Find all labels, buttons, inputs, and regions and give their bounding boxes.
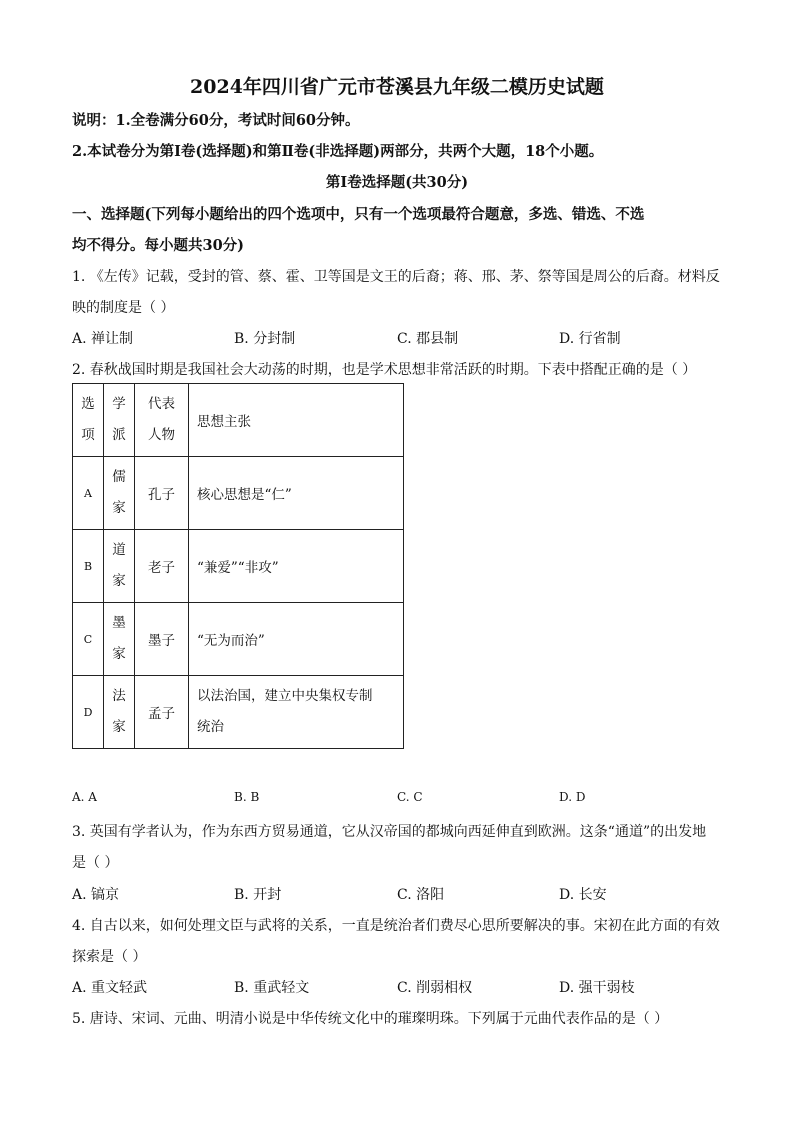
q4-option-d: D. 强干弱枝 — [559, 980, 635, 996]
q3-option-d: D. 长安 — [559, 887, 607, 903]
table-header-row — [73, 384, 404, 457]
q3-stem-line-1: 3. 英国有学者认为，作为东西方贸易通道，它从汉帝国的都城向西延伸直到欧洲。这条“通道”的出发地 — [72, 824, 707, 840]
table-row — [73, 457, 404, 530]
row-idea: “兼爱”“非攻” — [189, 530, 404, 603]
q1-option-d: D. 行省制 — [559, 331, 621, 347]
row-option: C — [73, 603, 104, 676]
q2-table — [72, 383, 404, 749]
q1-option-b: B. 分封制 — [234, 331, 296, 347]
notes-line-2: 2.本试卷分为第Ⅰ卷(选择题)和第Ⅱ卷(非选择题)两部分，共两个大题，18个小题。 — [72, 143, 604, 160]
q4-stem-line-2: 探索是（ ） — [72, 949, 147, 965]
q3-option-b: B. 开封 — [234, 887, 282, 903]
q2-option-d: D. D — [559, 790, 586, 804]
row-person: 老子 — [135, 530, 189, 603]
row-option: D — [73, 676, 104, 749]
row-school: 儒 家 — [104, 457, 135, 530]
q5-stem: 5. 唐诗、宋词、元曲、明清小说是中华传统文化中的璀璨明珠。下列属于元曲代表作品的是（ ） — [72, 1011, 669, 1027]
row-school: 道 家 — [104, 530, 135, 603]
section-title: 第Ⅰ卷选择题(共30分) — [325, 174, 469, 191]
q2-stem: 2. 春秋战国时期是我国社会大动荡的时期，也是学术思想非常活跃的时期。下表中搭配正确的是（ ） — [72, 362, 697, 378]
q1-stem-line-2: 映的制度是（ ） — [72, 300, 175, 316]
header-school: 学 派 — [104, 384, 135, 457]
q1-stem-line-1: 1. 《左传》记载，受封的管、蔡、霍、卫等国是文王的后裔；蒋、邢、茅、祭等国是周公的后裔。材料反 — [72, 269, 720, 285]
q3-option-c: C. 洛阳 — [397, 887, 445, 903]
q4-option-c: C. 削弱相权 — [397, 980, 473, 996]
row-idea: 核心思想是“仁” — [189, 457, 404, 530]
q3-stem-line-2: 是（ ） — [72, 855, 119, 871]
row-idea: 以法治国，建立中央集权专制 统治 — [189, 676, 404, 749]
header-option: 选 项 — [73, 384, 104, 457]
q2-option-a: A. A — [72, 790, 97, 804]
q4-stem-line-1: 4. 自古以来，如何处理文臣与武将的关系，一直是统治者们费尽心思所要解决的事。宋初在此方面的有效 — [72, 918, 720, 934]
page-title: 2024年四川省广元市苍溪县九年级二模历史试题 — [190, 76, 604, 98]
q2-option-b: B. B — [234, 790, 260, 804]
notes-line-1: 说明：1.全卷满分60分，考试时间60分钟。 — [72, 112, 360, 129]
row-idea: “无为而治” — [189, 603, 404, 676]
table-row — [73, 676, 404, 749]
q1-option-c: C. 郡县制 — [397, 331, 459, 347]
q1-option-a: A. 禅让制 — [72, 331, 134, 347]
row-person: 墨子 — [135, 603, 189, 676]
row-person: 孔子 — [135, 457, 189, 530]
row-school: 法 家 — [104, 676, 135, 749]
row-person: 孟子 — [135, 676, 189, 749]
header-idea: 思想主张 — [189, 384, 404, 457]
table-row — [73, 603, 404, 676]
q2-option-c: C. C — [397, 790, 423, 804]
q4-option-b: B. 重武轻文 — [234, 980, 310, 996]
q4-option-a: A. 重文轻武 — [72, 980, 148, 996]
header-person: 代表 人物 — [135, 384, 189, 457]
row-school: 墨 家 — [104, 603, 135, 676]
part1-instructions-line-2: 均不得分。每小题共30分) — [72, 237, 245, 254]
q3-option-a: A. 镐京 — [72, 887, 120, 903]
table-row — [73, 530, 404, 603]
row-option: B — [73, 530, 104, 603]
row-option: A — [73, 457, 104, 530]
part1-instructions-line-1: 一、选择题(下列每小题给出的四个选项中，只有一个选项最符合题意，多选、错选、不选 — [72, 206, 645, 223]
